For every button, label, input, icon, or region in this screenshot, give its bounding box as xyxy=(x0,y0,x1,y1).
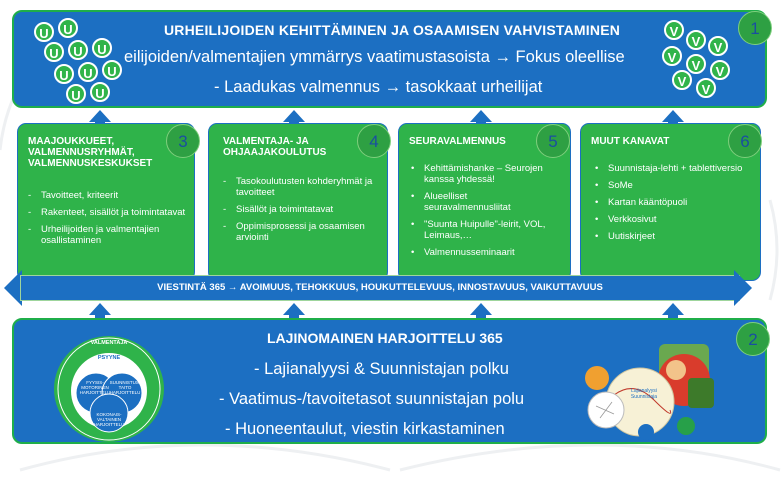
top-goal-box xyxy=(12,10,767,108)
v-circle: V xyxy=(664,20,684,40)
box-title: SEURAVALMENNUS xyxy=(409,136,506,147)
u-circle: U xyxy=(102,60,122,80)
bottom-training-box xyxy=(12,318,767,444)
list-item: • Verkkosivut xyxy=(595,214,745,225)
v-circle: V xyxy=(672,70,692,90)
badge-3: 3 xyxy=(166,124,200,158)
badge-1: 1 xyxy=(738,11,772,45)
collage-label: Lajianalyysi Suunnistaja xyxy=(630,388,658,400)
u-circle: U xyxy=(92,38,112,58)
list-item: - Rakenteet, sisällöt ja toimintatavat xyxy=(28,207,188,218)
box-title: VALMENTAJA- JA OHJAAJAKOULUTUS xyxy=(223,136,327,158)
bottom-title: LAJINOMAINEN HARJOITTELU 365 xyxy=(267,330,503,346)
list-item: • Valmennusseminaarit xyxy=(411,247,546,258)
wheel-outer-label: VALMENTAJA xyxy=(90,340,128,346)
u-circle: U xyxy=(44,42,64,62)
v-circle: V xyxy=(686,54,706,74)
box-list xyxy=(28,190,188,252)
list-item: • Kehittämishanke – Seurojen kanssa yhdessä! xyxy=(411,163,546,185)
list-item: • "Suunta Huipulle"-leirit, VOL, Leimaus,… xyxy=(411,219,546,241)
v-circle: V xyxy=(686,30,706,50)
wheel-psyyke-label: PSYYNE xyxy=(97,355,121,361)
list-item: - Urheilijoiden ja valmentajien osallistaminen xyxy=(28,224,188,246)
wheel-bottom-label: KOKONAIS-VALTAINEN HARJOITTELU xyxy=(93,412,125,427)
bottom-line-2: - Vaatimus-/tavoitetasot suunnistajan polu xyxy=(219,390,525,408)
u-circle: U xyxy=(58,18,78,38)
list-item: • Suunnistaja-lehti + tablettiversio xyxy=(595,163,745,174)
communication-banner: VIESTINTÄ 365 → AVOIMUUS, TEHOKKUUS, HOUKUTTELEVUUS, INNOSTAVUUS, VAIKUTTAVUUS xyxy=(20,275,740,301)
wheel-right-label: SUUNNISTUS-TAITO HARJOITTELU xyxy=(109,380,141,395)
badge-6: 6 xyxy=(728,124,762,158)
list-item: - Tavoitteet, kriteerit xyxy=(28,190,188,201)
u-circle: U xyxy=(78,62,98,82)
u-circle: U xyxy=(66,84,86,104)
bottom-line-1: - Lajianalyysi & Suunnistajan polku xyxy=(254,360,509,378)
box-title: MAAJOUKKUEET, VALMENNUSRYHMÄT, VALMENNUSKESKUKSET xyxy=(28,136,153,169)
box-title: MUUT KANAVAT xyxy=(591,136,670,147)
u-circle: U xyxy=(68,40,88,60)
top-line-1: eilijoiden/valmentajien ymmärrys vaatimustasoista → Fokus oleellise xyxy=(124,48,625,66)
v-circle: V xyxy=(696,78,716,98)
u-circle: U xyxy=(90,82,110,102)
box-list xyxy=(595,163,745,248)
list-item: • SoMe xyxy=(595,180,745,191)
badge-5: 5 xyxy=(536,124,570,158)
box-list xyxy=(411,163,546,264)
bottom-line-3: - Huoneentaulut, viestin kirkastaminen xyxy=(225,420,505,438)
top-line-2: - Laadukas valmennus → tasokkaat urheilijat xyxy=(214,78,543,96)
v-circle: V xyxy=(662,46,682,66)
v-circle: V xyxy=(708,36,728,56)
list-item: - Oppimisprosessi ja osaamisen arviointi xyxy=(223,221,373,243)
list-item: - Sisällöt ja toimintatavat xyxy=(223,204,373,215)
u-circle: U xyxy=(54,64,74,84)
training-wheel-diagram xyxy=(54,336,164,442)
list-item: • Alueelliset seuravalmennusliitat xyxy=(411,191,546,213)
badge-2: 2 xyxy=(736,322,770,356)
top-title: URHEILIJOIDEN KEHITTÄMINEN JA OSAAMISEN VAHVISTAMINEN xyxy=(164,22,621,38)
list-item: • Uutiskirjeet xyxy=(595,231,745,242)
wheel-left-label: FYYSIS-MOTORINEN HARJOITTELU xyxy=(79,380,111,395)
badge-4: 4 xyxy=(357,124,391,158)
list-item: - Tasokoulutusten kohderyhmät ja tavoitteet xyxy=(223,176,373,198)
u-circle: U xyxy=(34,22,54,42)
orienteering-collage xyxy=(584,340,724,440)
box-list xyxy=(223,176,373,249)
list-item: • Kartan kääntöpuoli xyxy=(595,197,745,208)
banner-arrowhead-right xyxy=(734,270,752,306)
v-circle: V xyxy=(710,60,730,80)
